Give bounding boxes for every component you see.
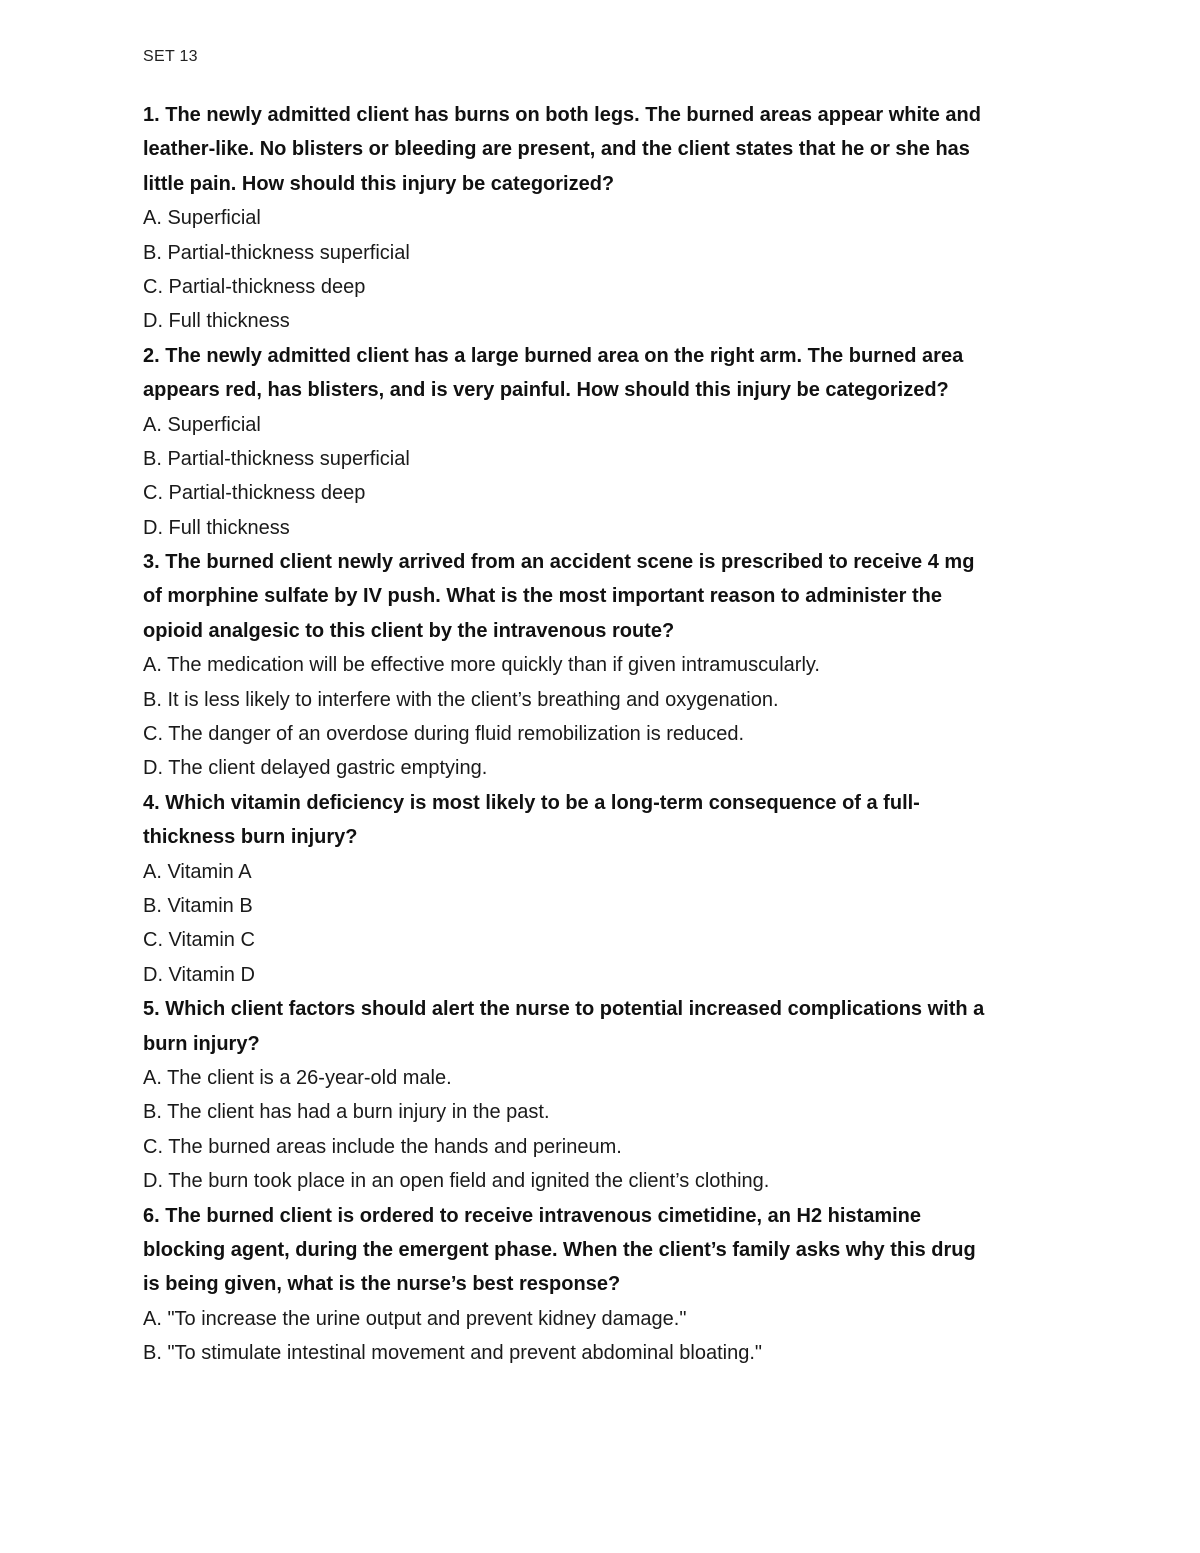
question-6	[143, 1199, 1068, 1371]
answer-option-c: C. Partial-thickness deep	[143, 275, 366, 298]
question-4	[143, 786, 1068, 992]
question-text-line: of morphine sulfate by IV push. What is the most important reason to administer the	[143, 585, 942, 608]
question-text-line: opioid analgesic to this client by the intravenous route?	[143, 619, 675, 642]
question-text-line: 3. The burned client newly arrived from an accident scene is prescribed to receive 4 mg	[143, 551, 975, 574]
answer-option-a: A. Superficial	[143, 207, 261, 230]
answer-option-b: B. Partial-thickness superficial	[143, 241, 410, 264]
question-text-line: thickness burn injury?	[143, 826, 358, 849]
answer-option-a: A. The client is a 26-year-old male.	[143, 1066, 452, 1089]
answer-option-d: D. Vitamin D	[143, 963, 255, 986]
question-text-line: appears red, has blisters, and is very painful. How should this injury be categorized?	[143, 379, 949, 402]
question-5	[143, 992, 1068, 1198]
question-2	[143, 339, 1068, 545]
answer-option-b: B. Vitamin B	[143, 894, 253, 917]
question-text-line: 6. The burned client is ordered to receive intravenous cimetidine, an H2 histamine	[143, 1204, 921, 1227]
answer-option-b: B. Partial-thickness superficial	[143, 447, 410, 470]
question-3	[143, 545, 1068, 786]
answer-option-d: D. Full thickness	[143, 310, 290, 333]
answer-option-a: A. Superficial	[143, 413, 261, 436]
question-1	[143, 98, 1068, 339]
question-text-line: little pain. How should this injury be categorized?	[143, 172, 615, 195]
answer-option-b: B. It is less likely to interfere with the client’s breathing and oxygenation.	[143, 688, 779, 711]
question-text-line: burn injury?	[143, 1032, 260, 1055]
question-text-line: is being given, what is the nurse’s best response?	[143, 1273, 621, 1296]
question-text-line: 5. Which client factors should alert the nurse to potential increased complications with a	[143, 998, 985, 1021]
answer-option-c: C. Vitamin C	[143, 929, 255, 952]
question-text-line: 4. Which vitamin deficiency is most likely to be a long-term consequence of a full-	[143, 791, 920, 814]
question-text-line: 1. The newly admitted client has burns on both legs. The burned areas appear white and	[143, 104, 981, 126]
answer-option-c: C. Partial-thickness deep	[143, 482, 366, 505]
question-text-line: 2. The newly admitted client has a large burned area on the right arm. The burned area	[143, 344, 964, 367]
question-text-line: leather-like. No blisters or bleeding are present, and the client states that he or she has	[143, 138, 970, 161]
set-header: SET 13	[143, 48, 198, 65]
answer-option-b: B. "To stimulate intestinal movement and prevent abdominal bloating."	[143, 1342, 762, 1365]
answer-option-d: D. The client delayed gastric emptying.	[143, 757, 488, 780]
answer-option-a: A. The medication will be effective more quickly than if given intramuscularly.	[143, 654, 820, 677]
answer-option-d: D. Full thickness	[143, 516, 290, 539]
answer-option-b: B. The client has had a burn injury in the past.	[143, 1101, 550, 1124]
answer-option-a: A. "To increase the urine output and prevent kidney damage."	[143, 1307, 687, 1330]
answer-option-a: A. Vitamin A	[143, 860, 252, 883]
question-text-line: blocking agent, during the emergent phase. When the client’s family asks why this drug	[143, 1238, 976, 1261]
answer-option-d: D. The burn took place in an open field and ignited the client’s clothing.	[143, 1170, 770, 1193]
question-list	[143, 98, 1068, 1370]
answer-option-c: C. The danger of an overdose during fluid remobilization is reduced.	[143, 723, 745, 746]
answer-option-c: C. The burned areas include the hands and perineum.	[143, 1135, 622, 1158]
